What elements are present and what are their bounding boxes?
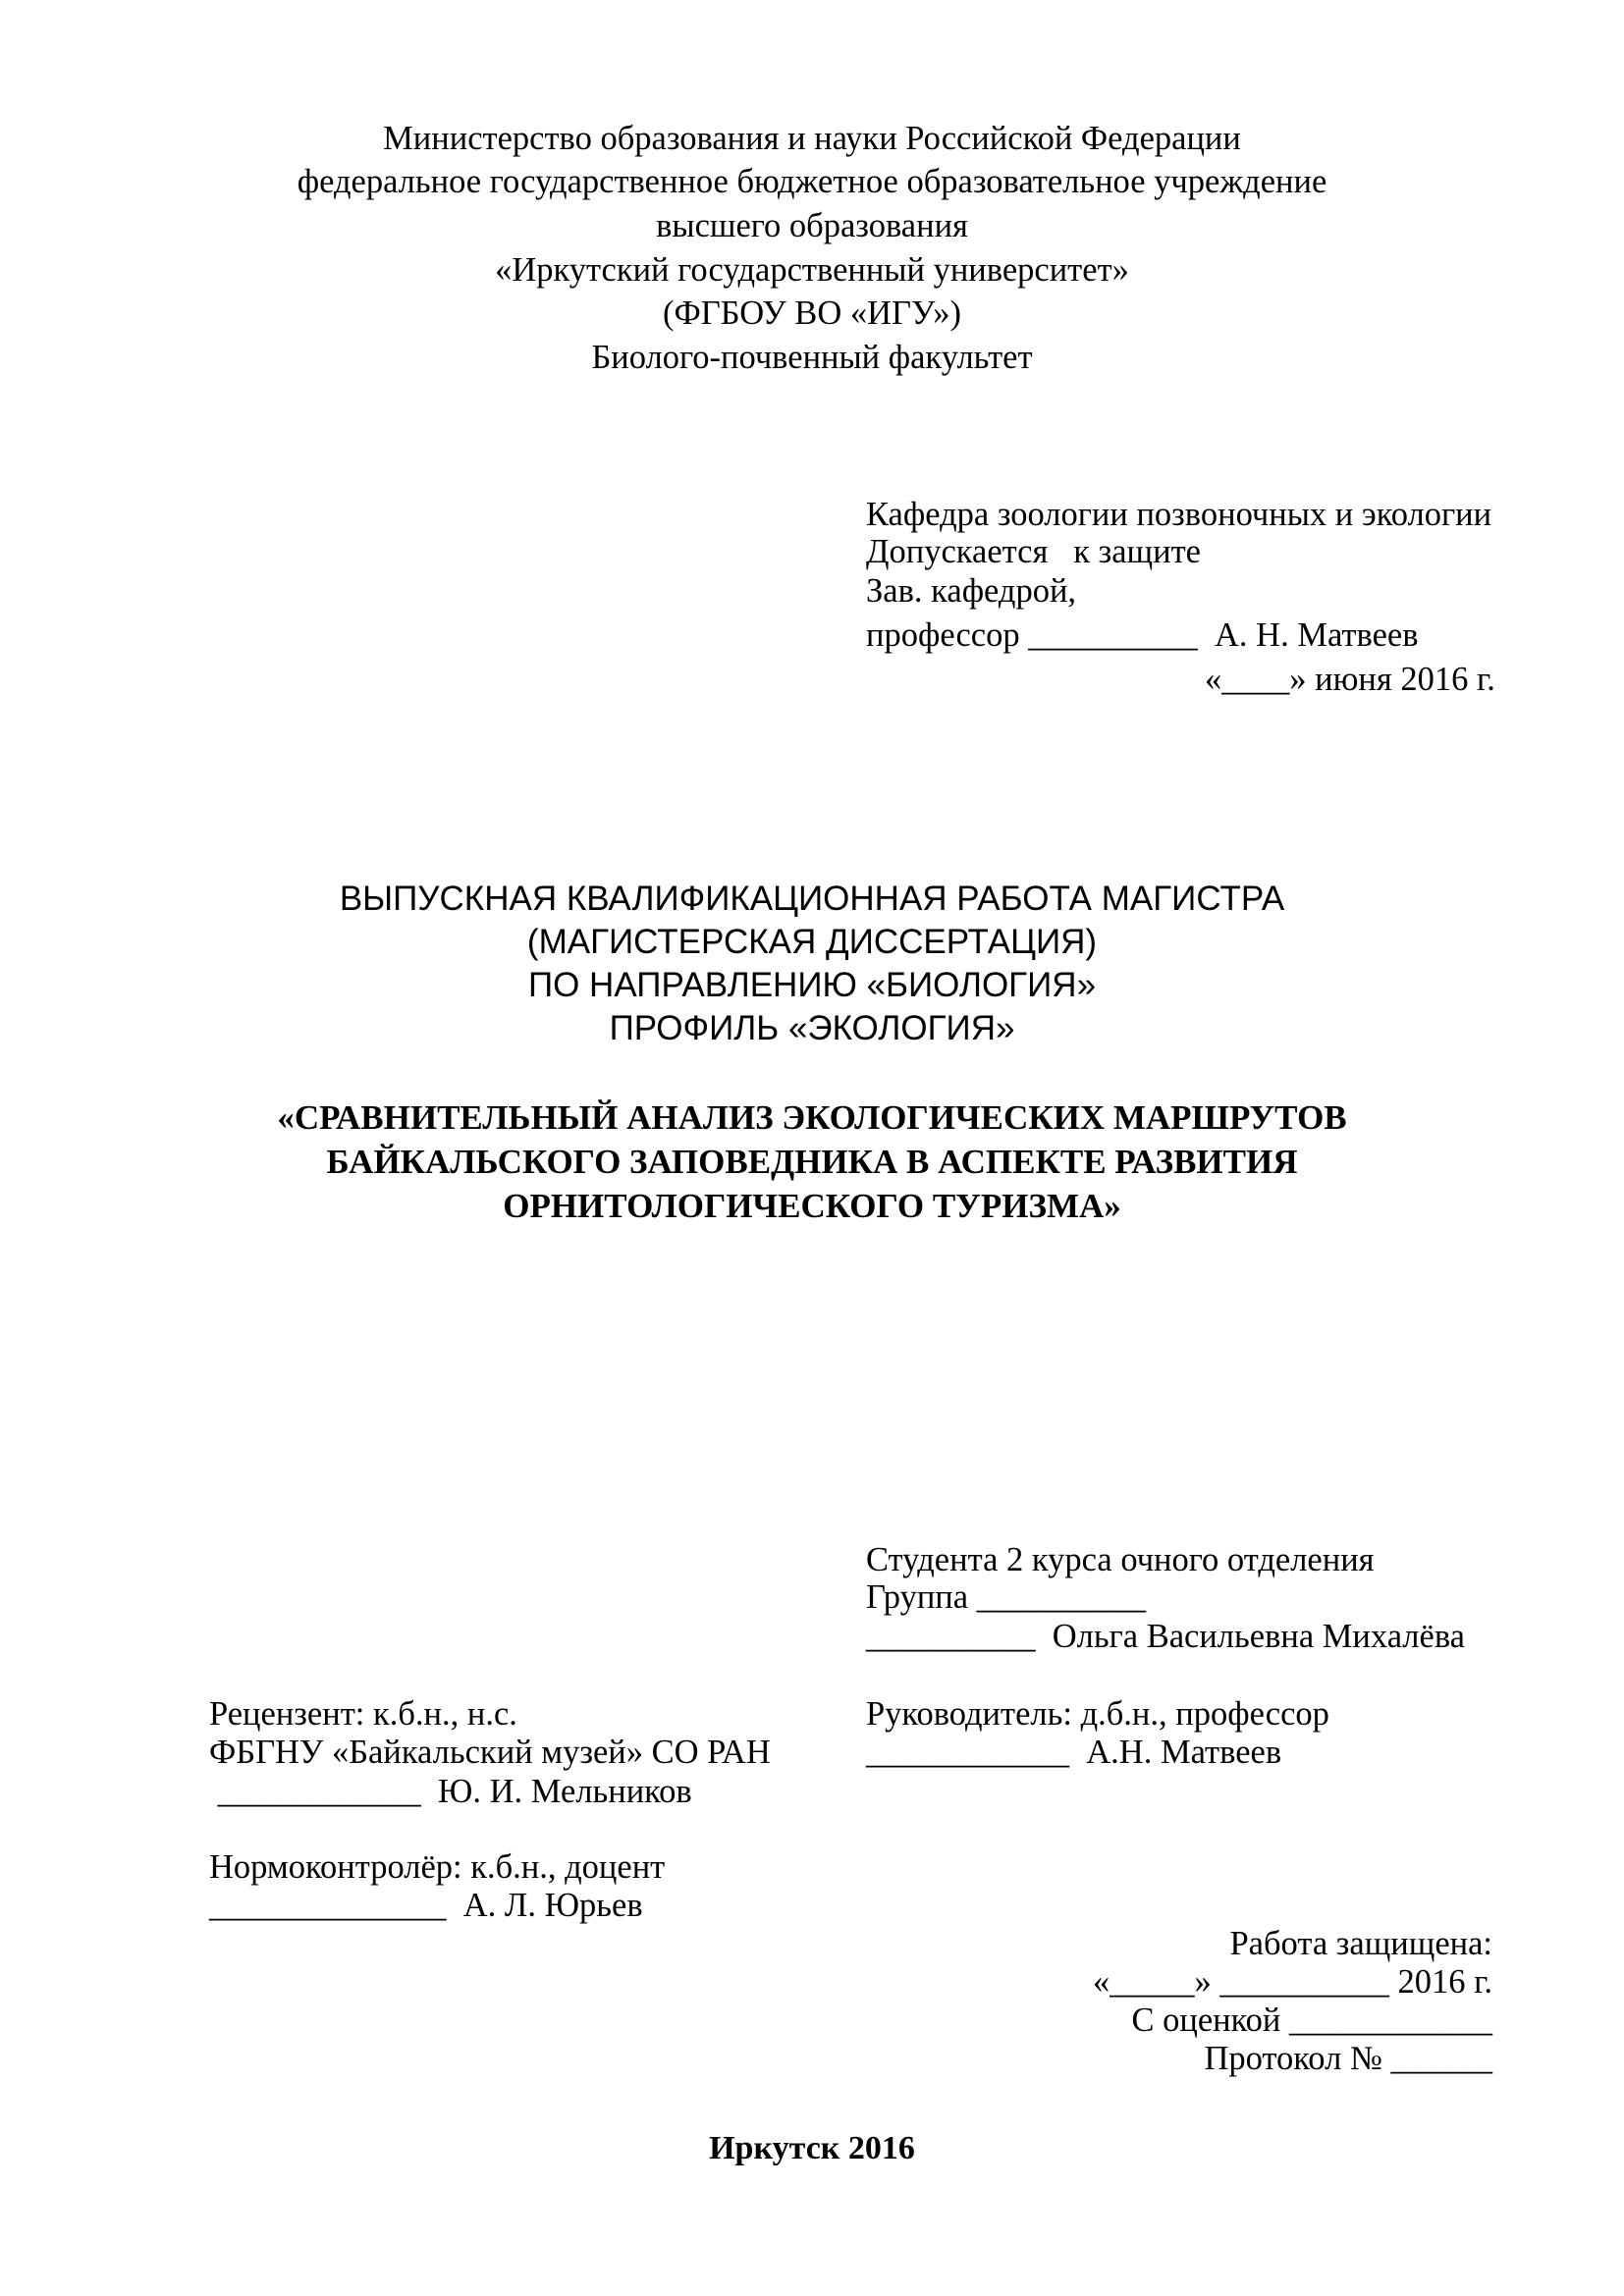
work-profile-line: ПРОФИЛЬ «ЭКОЛОГИЯ» <box>609 1009 1015 1047</box>
reviewer-role: Рецензент: к.б.н., н.с. <box>209 1695 517 1733</box>
admitted-to-defense: Допускается к защите <box>866 533 1201 570</box>
student-course: Студента 2 курса очного отделения <box>866 1541 1375 1578</box>
ministry-line: Министерство образования и науки Российской Федерации <box>383 120 1241 157</box>
reviewer-signature: ____________ Ю. И. Мельников <box>209 1773 692 1810</box>
student-name-signature: __________ Ольга Васильевна Михалёва <box>866 1618 1465 1655</box>
city-year: Иркутск 2016 <box>709 2130 915 2166</box>
supervisor-role: Руководитель: д.б.н., профессор <box>866 1695 1329 1733</box>
department-approval-date: «____» июня 2016 г. <box>1205 661 1495 698</box>
normcontrol-signature: ______________ А. Л. Юрьев <box>209 1887 643 1924</box>
thesis-title-line2: БАЙКАЛЬСКОГО ЗАПОВЕДНИКА В АСПЕКТЕ РАЗВИТИЯ <box>326 1143 1298 1181</box>
university-name-line: «Иркутский государственный университет» <box>495 251 1129 289</box>
education-level-line: высшего образования <box>656 207 968 244</box>
department-head-label: Зав. кафедрой, <box>866 572 1077 610</box>
supervisor-signature: ____________ А.Н. Матвеев <box>866 1734 1282 1771</box>
university-abbr-line: (ФГБОУ ВО «ИГУ») <box>663 294 961 332</box>
thesis-title-line3: ОРНИТОЛОГИЧЕСКОГО ТУРИЗМА» <box>503 1187 1121 1225</box>
work-subtype-line: (МАГИСТЕРСКАЯ ДИССЕРТАЦИЯ) <box>526 923 1098 961</box>
normcontrol-role: Нормоконтролёр: к.б.н., доцент <box>209 1848 666 1886</box>
department-head-signature: профессор __________ А. Н. Матвеев <box>866 616 1419 654</box>
faculty-line: Биолого-почвенный факультет <box>591 339 1033 376</box>
department-name: Кафедра зоологии позвоночных и экологии <box>866 496 1492 533</box>
institution-type-line: федеральное государственное бюджетное образовательное учреждение <box>297 163 1327 200</box>
work-type-line: ВЫПУСКНАЯ КВАЛИФИКАЦИОННАЯ РАБОТА МАГИСТРА <box>339 880 1285 918</box>
reviewer-organization: ФБГНУ «Байкальский музей» СО РАН <box>209 1734 771 1771</box>
defense-protocol: Протокол № ______ <box>1204 2040 1492 2077</box>
defense-grade: С оценкой ____________ <box>1131 2002 1492 2039</box>
defense-date: «_____» __________ 2016 г. <box>1092 1963 1492 2001</box>
student-group: Группа __________ <box>866 1578 1147 1616</box>
thesis-title-line1: «СРАВНИТЕЛЬНЫЙ АНАЛИЗ ЭКОЛОГИЧЕСКИХ МАРШРУТОВ <box>277 1098 1347 1137</box>
defense-label: Работа защищена: <box>1229 1925 1492 1962</box>
work-direction-line: ПО НАПРАВЛЕНИЮ «БИОЛОГИЯ» <box>527 966 1097 1004</box>
